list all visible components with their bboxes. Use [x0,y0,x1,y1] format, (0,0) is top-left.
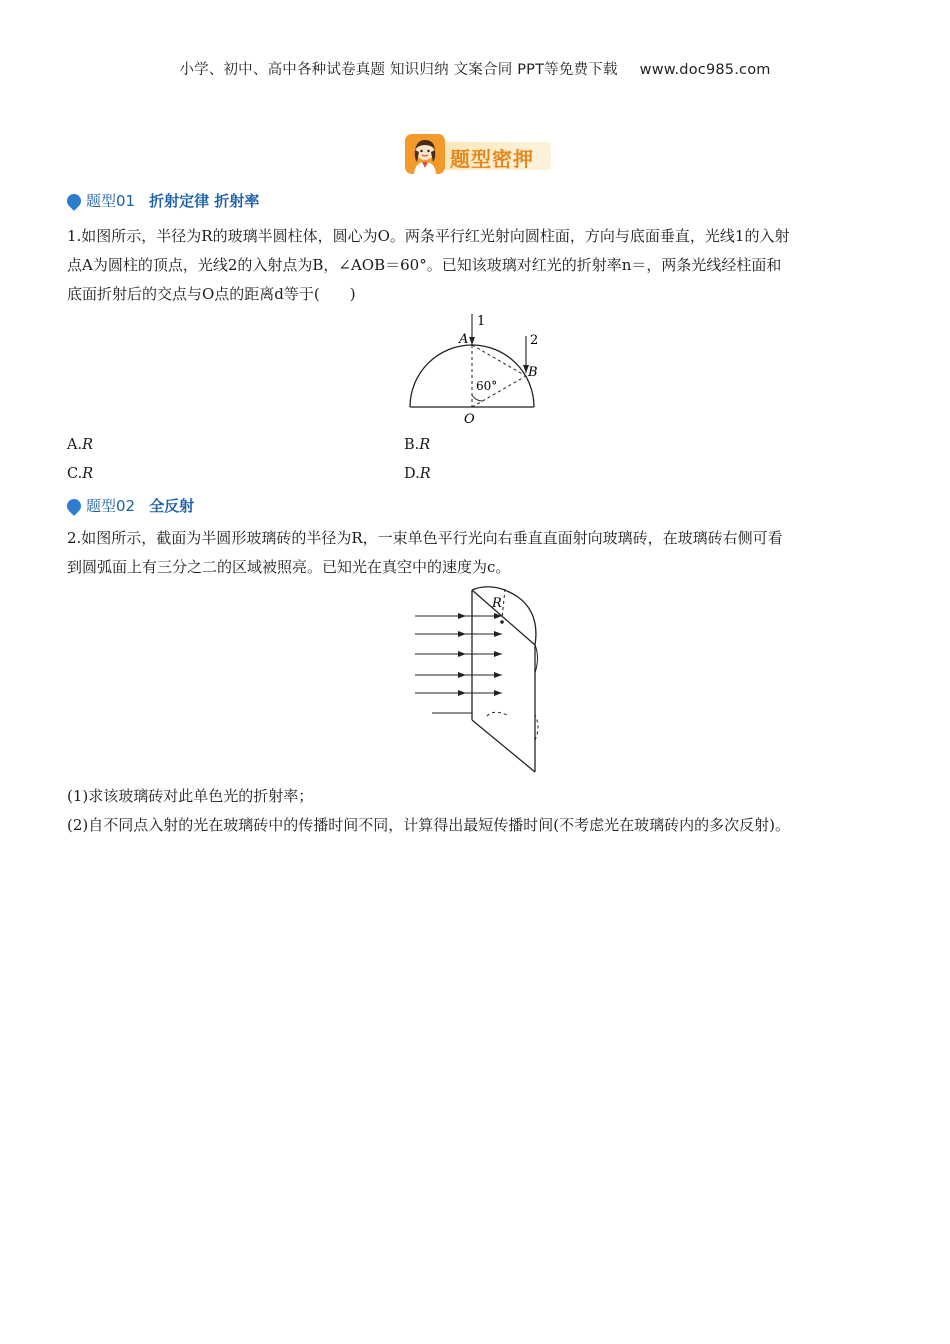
section-banner [405,134,553,176]
point-a-label: A [459,332,469,347]
point-b-label: B [528,365,538,380]
section-label: 题型01 [86,192,136,210]
ray-1-label: 1 [477,314,486,329]
choice-value: R [419,466,431,482]
banner-title: 题型密押 [450,147,534,171]
choice-letter: D. [404,466,420,482]
section-topic: 全反射 [149,497,195,515]
question-1-line-2: 点A为圆柱的顶点，光线2的入射点为B，∠AOB＝60°。已知该玻璃对红光的折射率n＝，两条光线经柱面和 [67,256,782,274]
page-header [0,58,950,79]
question-2-parts [67,782,887,840]
location-pin-icon [64,191,84,211]
section-topic: 折射定律 折射率 [149,192,260,210]
section-label: 题型02 [86,497,136,515]
sub-question-2: (2)自不同点入射的光在玻璃砖中的传播时间不同，计算得出最短传播时间(不考虑光在玻璃砖内的多次反射)。 [67,816,790,834]
choice-letter: C. [67,466,83,482]
choice-b[interactable] [404,437,430,453]
sub-question-1: (1)求该玻璃砖对此单色光的折射率； [67,787,314,805]
choice-value: R [82,466,94,482]
choice-letter: A. [67,437,83,453]
choice-letter: B. [404,437,420,453]
section-heading-2 [67,495,194,517]
angle-label: 60° [476,379,498,393]
question-1-line-3: 底面折射后的交点与O点的距离d等于( ) [67,285,356,303]
choice-value: R [82,437,94,453]
point-o-label: O [464,412,475,427]
radius-label: R [492,596,502,611]
section-heading-1 [67,190,259,212]
question-1 [67,222,887,309]
choice-c[interactable] [67,466,93,482]
question-2-line-2: 到圆弧面上有三分之二的区域被照亮。已知光在真空中的速度为c。 [67,558,511,576]
question-2 [67,524,887,582]
header-text: 小学、初中、高中各种试卷真题 知识归纳 文案合同 PPT等免费下载 [179,62,618,78]
header-site[interactable]: www.doc985.com [639,62,771,78]
choice-value: R [419,437,431,453]
ray-2-label: 2 [530,333,539,348]
location-pin-icon [64,496,84,516]
teacher-avatar-icon [405,134,445,174]
glass-brick-figure [410,585,550,775]
choice-a[interactable] [67,437,93,453]
choice-d[interactable] [404,466,431,482]
question-2-line-1: 2.如图所示，截面为半圆形玻璃砖的半径为R，一束单色平行光向右垂直直面射向玻璃砖，在玻璃砖右侧可看 [67,529,783,547]
semicircle-figure [400,310,550,430]
question-1-line-1: 1.如图所示，半径为R的玻璃半圆柱体，圆心为O。两条平行红光射向圆柱面，方向与底面垂直，光线1的入射 [67,227,790,245]
